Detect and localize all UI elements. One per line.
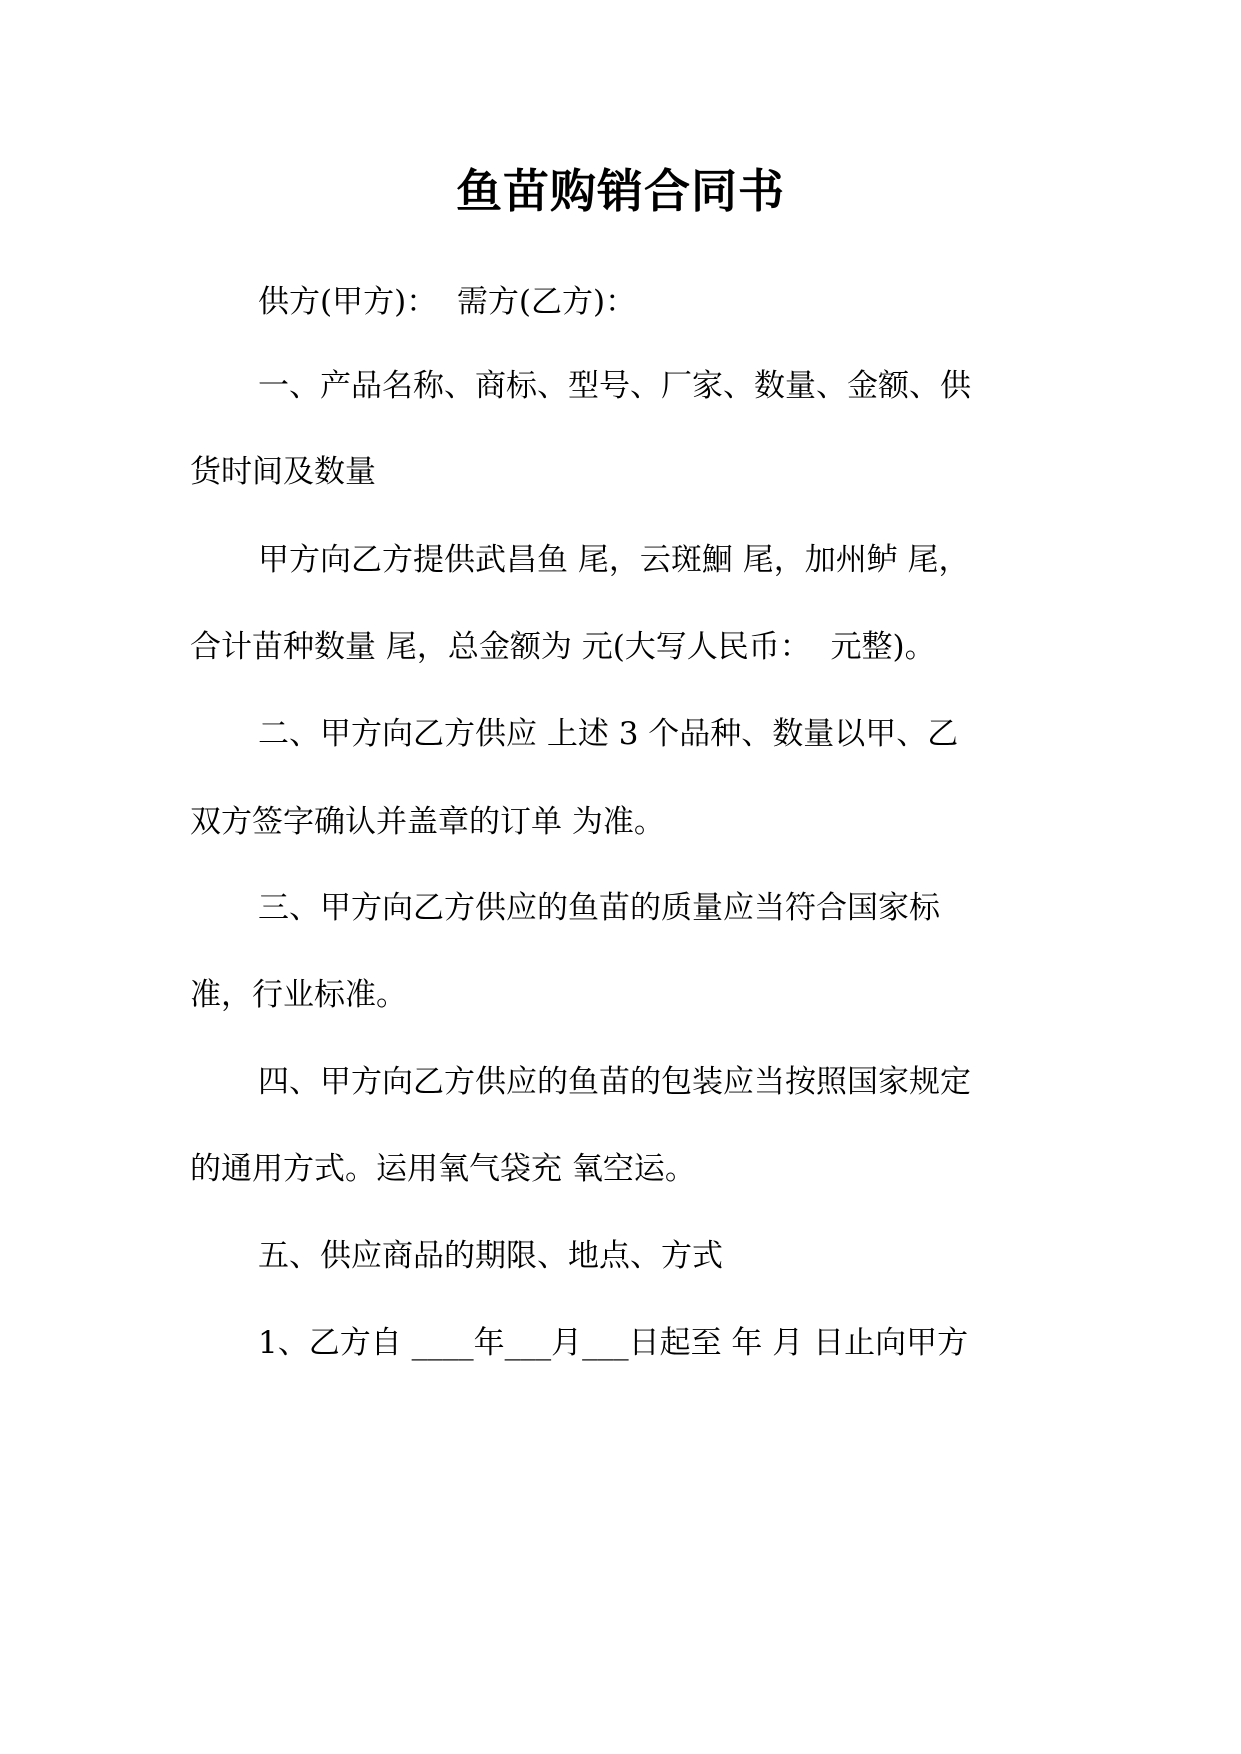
document-title: 鱼苗购销合同书 xyxy=(456,164,785,218)
clause-2-line-2: 双方签字确认并盖章的订单 为准。 xyxy=(190,804,665,840)
clause-4-line-2: 的通用方式。运用氧气袋充 氧空运。 xyxy=(190,1151,696,1187)
clause-5-item-1: 1、乙方自 ____年___月___日起至 年 月 日止向甲方 xyxy=(258,1325,969,1361)
clause-1-heading-line-1: 一、产品名称、商标、型号、厂家、数量、金额、供 xyxy=(258,368,971,404)
clause-2-line-1: 二、甲方向乙方供应 上述 3 个品种、数量以甲、乙 xyxy=(258,716,959,752)
clause-3-line-2: 准，行业标准。 xyxy=(190,977,407,1013)
parties-line: 供方(甲方)： 需方(乙方)： xyxy=(258,284,637,320)
clause-4-line-1: 四、甲方向乙方供应的鱼苗的包装应当按照国家规定 xyxy=(258,1064,971,1100)
clause-1-body-line-1: 甲方向乙方提供武昌鱼 尾，云斑鮰 尾，加州鲈 尾， xyxy=(258,542,970,578)
clause-1-heading-line-2: 货时间及数量 xyxy=(190,454,376,490)
clause-5-heading: 五、供应商品的期限、地点、方式 xyxy=(258,1238,723,1274)
clause-1-body-line-2: 合计苗种数量 尾，总金额为 元(大写人民币： 元整)。 xyxy=(190,629,936,665)
clause-3-line-1: 三、甲方向乙方供应的鱼苗的质量应当符合国家标 xyxy=(258,890,940,926)
